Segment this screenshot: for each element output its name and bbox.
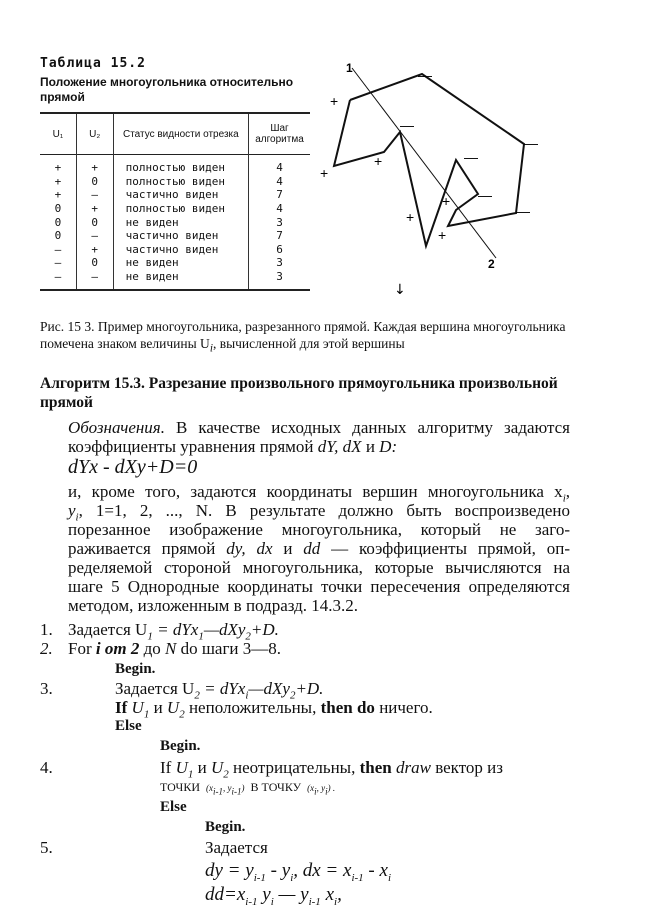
body-line-8: шаге 5 Однородные координаты точки пересечения определяются bbox=[68, 577, 570, 596]
cell-u2: + bbox=[76, 243, 113, 257]
cell-u1: — bbox=[40, 243, 76, 257]
cell-u2: — bbox=[76, 229, 113, 243]
body-and-1: и bbox=[361, 437, 380, 456]
sign-8: + bbox=[442, 193, 451, 209]
step-2-e: do шаги 3—8. bbox=[176, 639, 282, 658]
if-1-a: If bbox=[115, 698, 132, 717]
table-row bbox=[40, 229, 310, 243]
body-line-3: и, кроме того, задаются координаты вершин многоугольника $x_i$, bbox=[68, 482, 570, 505]
table-caption: Положение многоугольника относительно прямой bbox=[40, 75, 294, 104]
body-coef-2: D: bbox=[379, 437, 398, 456]
body-line-6 bbox=[68, 539, 570, 558]
sign-1: + bbox=[330, 93, 339, 109]
if-1-g: ничего. bbox=[374, 698, 433, 717]
figure-caption-end: , вычисленной для этой вершины bbox=[212, 336, 405, 351]
step-1-sub: 1 bbox=[147, 630, 153, 643]
cell-u2: + bbox=[76, 202, 113, 216]
cell-u2: — bbox=[76, 188, 113, 202]
pt-2: В ТОЧКУ bbox=[250, 780, 302, 794]
step-2-a: For bbox=[68, 639, 96, 658]
cell-status: частично виден bbox=[113, 229, 248, 243]
sign-7: — bbox=[464, 149, 478, 165]
body-text-6b: dy, dx bbox=[226, 539, 273, 558]
if-2-h: вектор из bbox=[430, 758, 503, 777]
body-text-6d: dd bbox=[303, 539, 321, 558]
if-line-2: If $U_1$ и $U_2$ неотрицательны, then draw вектор из bbox=[160, 758, 503, 781]
cell-step: 4 bbox=[249, 202, 310, 216]
f1-b: - y bbox=[265, 860, 291, 881]
step-1-a: = dYx bbox=[152, 620, 199, 639]
body-text-6c: и bbox=[272, 539, 304, 558]
cell-status: не виден bbox=[113, 215, 248, 229]
cell-step: 3 bbox=[249, 256, 310, 270]
table-row bbox=[40, 155, 310, 175]
f2-d: x bbox=[320, 884, 334, 905]
begin-2: Begin. bbox=[160, 738, 201, 754]
body-line-9: методом, изложенным в подразд. 14.3.2. bbox=[68, 596, 359, 615]
sign-3: + bbox=[320, 165, 329, 181]
step-3-num: 3. bbox=[40, 679, 53, 698]
table-row bbox=[40, 215, 310, 229]
table-row bbox=[40, 202, 310, 216]
if-2-b: U bbox=[175, 758, 188, 777]
body-line-4: $y_i$, 1=1, 2, ..., N. В результате должно быть воспроизведено bbox=[68, 501, 570, 524]
table-body bbox=[40, 155, 310, 291]
cell-u2: + bbox=[76, 155, 113, 175]
formula-dd: $dd=x_{i-1}$ $y_i$ — $y_{i-1}$ $x_i$, bbox=[205, 884, 342, 908]
table-row bbox=[40, 243, 310, 257]
sign-11: + bbox=[438, 227, 447, 243]
cell-u2: 0 bbox=[76, 175, 113, 189]
step-5: Задается bbox=[205, 838, 268, 857]
step-1-num: 1. bbox=[40, 620, 53, 639]
notation-label: Обозначения. bbox=[68, 418, 165, 437]
pt-1c: (x bbox=[206, 783, 214, 793]
line-label-1: 1 bbox=[346, 61, 353, 75]
cell-status: полностью виден bbox=[113, 155, 248, 175]
if-2-e: неотрицательны, bbox=[228, 758, 360, 777]
cell-status: не виден bbox=[113, 270, 248, 291]
if-1-c: и bbox=[149, 698, 167, 717]
table-row bbox=[40, 188, 310, 202]
if-2-f: then bbox=[359, 758, 392, 777]
header-u2: U₂ bbox=[76, 113, 113, 155]
sign-9: — bbox=[478, 187, 492, 203]
body-text-1: В качестве исходных данных алгоритму задаются bbox=[164, 418, 570, 437]
cell-u2: — bbox=[76, 270, 113, 291]
polygon-figure bbox=[318, 50, 558, 300]
header-u1: U₁ bbox=[40, 113, 76, 155]
if-line-1: If $U_1$ и $U_2$ неположительны, then do ничего. bbox=[115, 698, 433, 721]
body-text-4: , 1=1, 2, ..., N. В результате должно быть воспроизведено bbox=[78, 501, 570, 520]
if-1-b: U bbox=[131, 698, 144, 717]
step-3-text: Задается U bbox=[115, 679, 195, 698]
body-text-3: и, кроме того, задаются координаты вершин многоугольника x bbox=[68, 482, 563, 501]
sign-12: — bbox=[516, 203, 530, 219]
if-2-c: и bbox=[193, 758, 211, 777]
if-1-f: then do bbox=[320, 698, 375, 717]
figure-caption bbox=[40, 318, 615, 358]
cell-status: частично виден bbox=[113, 188, 248, 202]
sign-4: — bbox=[400, 117, 414, 133]
cell-u1: + bbox=[40, 188, 76, 202]
step-3-b: —dXy bbox=[248, 679, 290, 698]
sign-6: — bbox=[524, 135, 538, 151]
pt-1: ТОЧКИ bbox=[160, 780, 201, 794]
pt-1e: ) bbox=[241, 783, 245, 793]
figure-caption-text: Рис. 15 3. Пример многоугольника, разрезанного прямой. Каждая вершина многоугольника помечена знаком величины U bbox=[40, 319, 566, 351]
step-3: Задается $U_2$ = dYx$_i$—dXy$_2$+D. bbox=[115, 679, 324, 702]
cell-u2: 0 bbox=[76, 215, 113, 229]
else-1: Else bbox=[115, 718, 142, 734]
sign-2: — bbox=[418, 67, 432, 83]
else-2: Else bbox=[160, 799, 187, 815]
cell-step: 6 bbox=[249, 243, 310, 257]
if-1-d: U bbox=[166, 698, 180, 717]
cell-u1: 0 bbox=[40, 229, 76, 243]
if-2-a: If bbox=[160, 758, 176, 777]
body-coef-1: dY, dX bbox=[317, 437, 362, 456]
header-step: Шаг алгоритма bbox=[249, 113, 310, 155]
pt-2e: ) . bbox=[327, 783, 336, 793]
cell-status: полностью виден bbox=[113, 202, 248, 216]
step-2-num: 2. bbox=[40, 639, 53, 658]
cell-status: полностью виден bbox=[113, 175, 248, 189]
cell-step: 4 bbox=[249, 175, 310, 189]
pt-1d: , y bbox=[223, 783, 232, 793]
table-row bbox=[40, 175, 310, 189]
body-text-6a: раживается прямой bbox=[68, 539, 227, 558]
cell-u1: 0 bbox=[40, 215, 76, 229]
cell-u1: + bbox=[40, 175, 76, 189]
sign-5: + bbox=[374, 153, 383, 169]
line-equation: dYx - dXy+D=0 bbox=[68, 456, 198, 478]
begin-1: Begin. bbox=[115, 661, 156, 677]
cell-status: частично виден bbox=[113, 243, 248, 257]
step-2-d: N bbox=[164, 639, 177, 658]
step-4-num: 4. bbox=[40, 758, 53, 777]
pt-2c: (x bbox=[307, 783, 315, 793]
f2-e: , bbox=[337, 884, 342, 905]
sign-10: + bbox=[406, 209, 415, 225]
cell-status: не виден bbox=[113, 256, 248, 270]
step-3-c: +D. bbox=[295, 679, 324, 698]
f2-a: dd=x bbox=[205, 884, 246, 905]
f2-b: y bbox=[257, 884, 271, 905]
body-text-2: коэффициенты уравнения прямой bbox=[68, 437, 318, 456]
points-line: ТОЧКИ ($x_{i-1}$, $y_{i-1}$) В ТОЧКУ ($x_i$, $y_i$) . bbox=[160, 780, 336, 797]
body-line-7: ределяемой стороной многоугольника, которые вычисляются на bbox=[68, 558, 570, 577]
step-2-c: до bbox=[139, 639, 165, 658]
cell-u2: 0 bbox=[76, 256, 113, 270]
body-text-6e: — коэффициенты прямой, оп- bbox=[320, 539, 570, 558]
if-2-d: U bbox=[210, 758, 224, 777]
cell-step: 7 bbox=[249, 188, 310, 202]
cell-step: 4 bbox=[249, 155, 310, 175]
header-status: Статус видности отрезка bbox=[113, 113, 248, 155]
f2-c: — y bbox=[273, 884, 309, 905]
body-line-2 bbox=[68, 437, 397, 456]
f1-d: - x bbox=[363, 860, 388, 881]
cell-u1: 0 bbox=[40, 202, 76, 216]
table-row bbox=[40, 270, 310, 291]
figure-caption-sub: i bbox=[209, 342, 213, 355]
polygon-outline bbox=[334, 74, 524, 246]
body-y: y bbox=[68, 501, 76, 520]
cell-step: 3 bbox=[249, 270, 310, 291]
algorithm-heading: Алгоритм 15.3. Разрезание произвольного прямоугольника произвольной прямой bbox=[40, 375, 558, 411]
cell-u1: — bbox=[40, 256, 76, 270]
cell-step: 7 bbox=[249, 229, 310, 243]
table-row bbox=[40, 256, 310, 270]
step-3-a: = dYx bbox=[199, 679, 246, 698]
f1-c: , dx = x bbox=[293, 860, 352, 881]
cell-step: 3 bbox=[249, 215, 310, 229]
cell-u1: — bbox=[40, 270, 76, 291]
body-line-5: порезанное изображение многоугольника, который не заго- bbox=[68, 520, 570, 539]
pt-2d: , y bbox=[316, 783, 326, 793]
step-1-c: +D. bbox=[250, 620, 279, 639]
begin-3: Begin. bbox=[205, 819, 246, 835]
table-title: Таблица 15.2 bbox=[40, 56, 146, 71]
step-1-text: Задается U bbox=[68, 620, 148, 639]
formula-dy-dx: dy = $y_{i-1} - y_i$, dx = $x_{i-1} - x_i$ bbox=[205, 860, 391, 884]
if-1-e: неположительны, bbox=[184, 698, 321, 717]
step-2-b: i от 2 bbox=[95, 639, 140, 658]
if-2-g: draw bbox=[391, 758, 431, 777]
step-2 bbox=[68, 639, 281, 658]
step-1: Задается $U_1$ = dYx$_1$—dXy$_2$+D. bbox=[68, 620, 279, 643]
f1-a: dy = y bbox=[205, 860, 254, 881]
cell-u1: + bbox=[40, 155, 76, 175]
arrow-down: ↓ bbox=[394, 282, 406, 298]
step-1-b: —dXy bbox=[203, 620, 246, 639]
step-5-num: 5. bbox=[40, 838, 53, 857]
line-label-2: 2 bbox=[488, 257, 495, 271]
body-line-1 bbox=[68, 418, 570, 437]
visibility-table bbox=[40, 112, 310, 291]
